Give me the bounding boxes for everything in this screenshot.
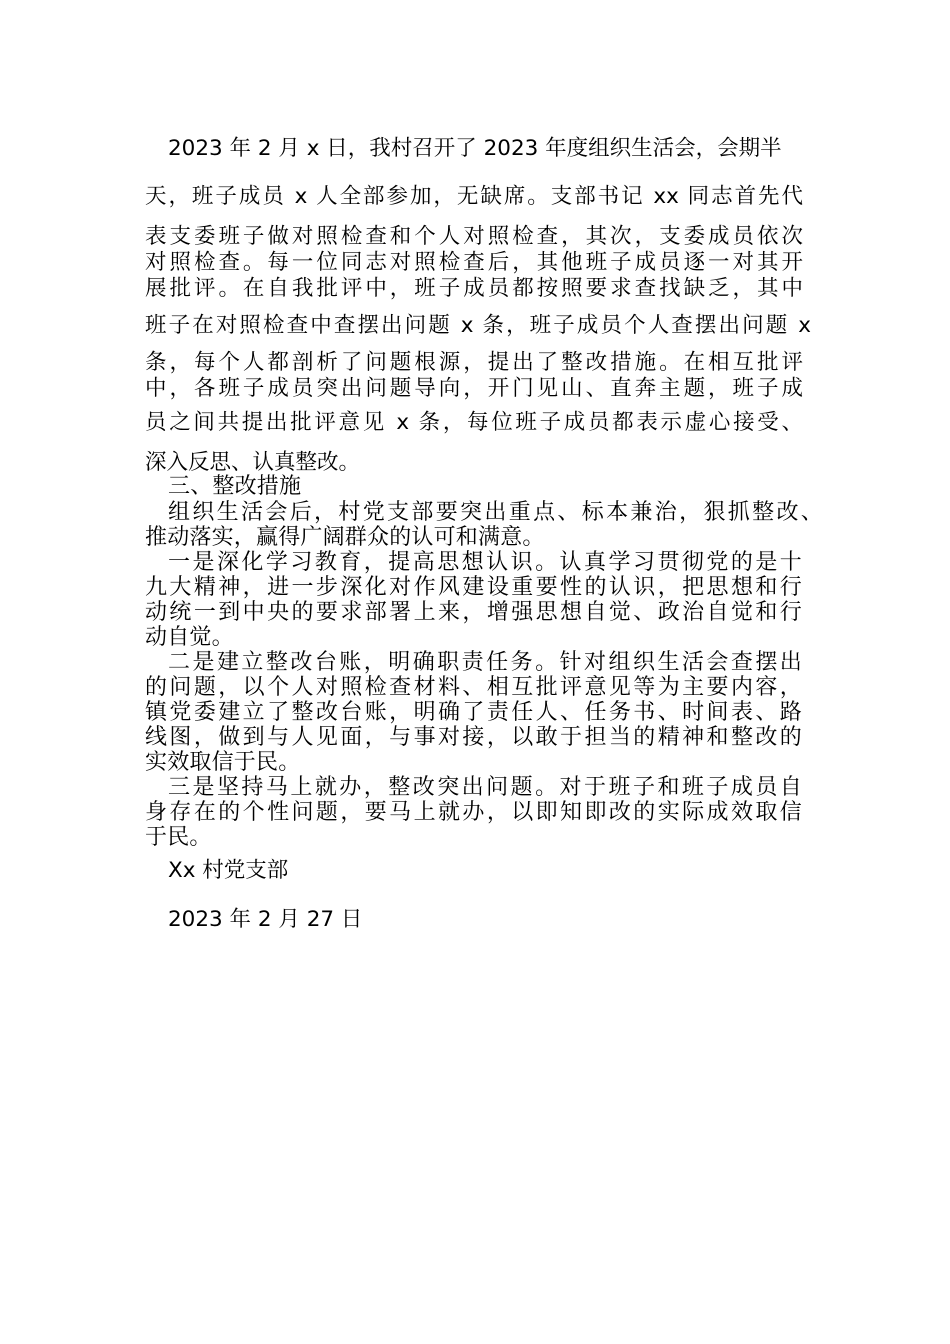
signature: Xx 村党支部 <box>168 858 289 883</box>
intro-line-8: 中，各班子成员突出问题导向，开门见山、直奔主题，班子成 <box>145 376 803 401</box>
measure-one-line-3: 动统一到中央的要求部署上来，增强思想自觉、政治自觉和行 <box>145 600 802 625</box>
measure-one-line-1: 一是深化学习教育，提高思想认识。认真学习贯彻党的是十 <box>168 550 802 575</box>
measure-two-line-2: 的问题，以个人对照检查材料、相互批评意见等为主要内容， <box>145 675 802 700</box>
intro-line-10: 深入反思、认真整改。 <box>145 450 361 475</box>
document-date: 2023 年 2 月 27 日 <box>168 907 363 932</box>
measures-intro-line-2: 推动落实，赢得广阔群众的认可和满意。 <box>145 525 545 550</box>
measure-two-line-1: 二是建立整改台账，明确职责任务。针对组织生活会查摆出 <box>168 650 802 675</box>
measure-three-line-3: 于民。 <box>145 825 212 850</box>
intro-line-9: 员之间共提出批评意见 x 条，每位班子成员都表示虚心接受、 <box>145 410 803 435</box>
measure-two-line-3: 镇党委建立了整改台账，明确了责任人、任务书、时间表、路 <box>145 700 802 725</box>
intro-line-6: 班子在对照检查中查摆出问题 x 条，班子成员个人查摆出问题 x <box>145 313 811 338</box>
measure-two-line-4: 线图，做到与人见面，与事对接，以敢于担当的精神和整改的 <box>145 725 802 750</box>
intro-line-7: 条，每个人都剖析了问题根源，提出了整改措施。在相互批评 <box>145 350 803 375</box>
intro-line-4: 对照检查。每一位同志对照检查后，其他班子成员逐一对其开 <box>145 250 803 275</box>
measures-intro-line-1: 组织生活会后，村党支部要突出重点、标本兼治，狠抓整改、 <box>168 500 823 525</box>
measure-one-line-4: 动自觉。 <box>145 625 234 650</box>
intro-line-2: 天，班子成员 x 人全部参加，无缺席。支部书记 xx 同志首先代 <box>145 184 803 209</box>
section-heading: 三、整改措施 <box>168 474 302 499</box>
intro-line-3: 表支委班子做对照检查和个人对照检查，其次，支委成员依次 <box>145 224 803 249</box>
intro-line-5: 展批评。在自我批评中，班子成员都按照要求查找缺乏，其中 <box>145 276 803 301</box>
measure-two-line-5: 实效取信于民。 <box>145 750 301 775</box>
measure-three-line-2: 身存在的个性问题，要马上就办，以即知即改的实际成效取信 <box>145 800 802 825</box>
measure-one-line-2: 九大精神，进一步深化对作风建设重要性的认识，把思想和行 <box>145 575 802 600</box>
measure-three-line-1: 三是坚持马上就办，整改突出问题。对于班子和班子成员自 <box>168 775 802 800</box>
intro-line-1: 2023 年 2 月 x 日，我村召开了 2023 年度组织生活会，会期半 <box>168 136 782 161</box>
